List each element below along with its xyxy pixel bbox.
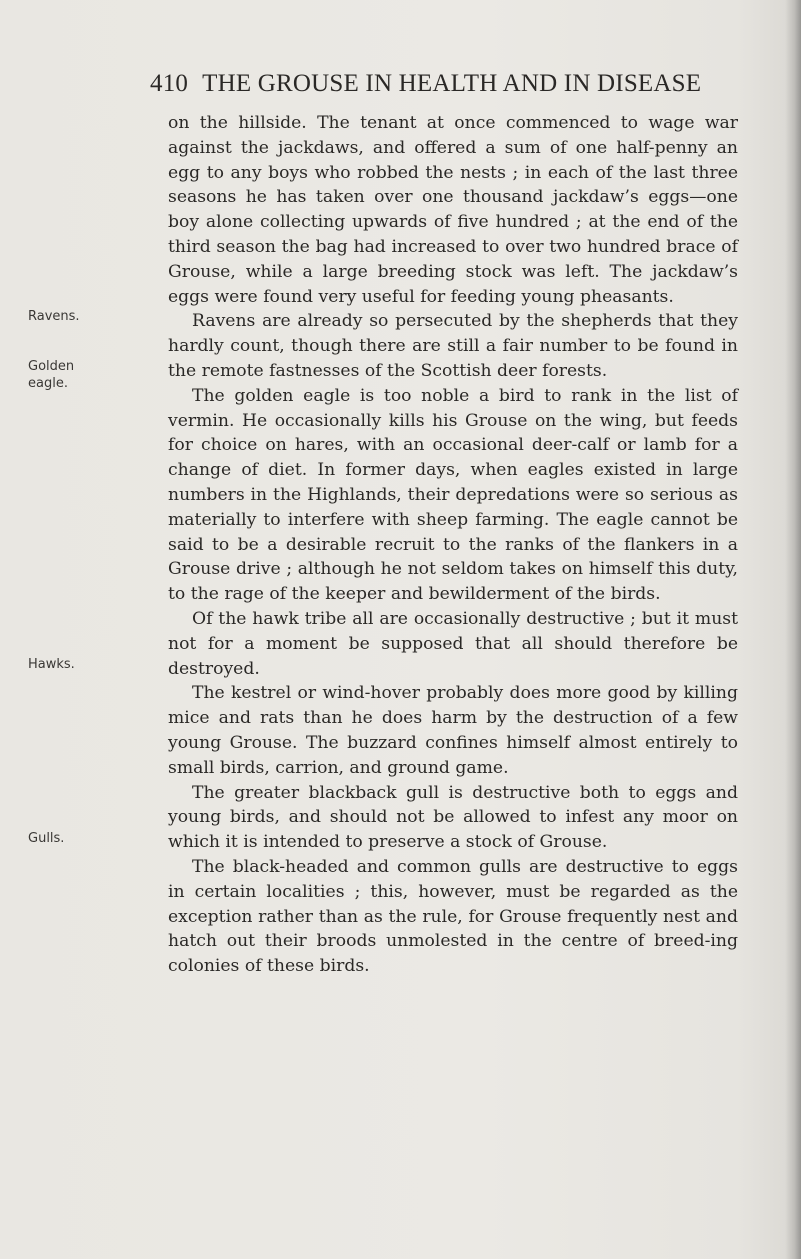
body-text xyxy=(168,111,738,979)
paragraph-kestrel: The kestrel or wind-hover probably does more good by killing mice and rats than he does harm by the destruction of a few young Grouse. The buzzard confines himself almost entirely to small birds, carrion, and ground game. xyxy=(168,683,738,778)
page-edge-shadow xyxy=(785,0,801,1259)
margin-note-gulls: Gulls. xyxy=(28,831,65,846)
margin-note-ravens: Ravens. xyxy=(28,309,80,324)
paragraph-hawks: Of the hawk tribe all are occasionally destructive ; but it must not for a moment be supposed that all should therefore be destroyed. xyxy=(168,608,738,679)
paragraph-golden-eagle: The golden eagle is too noble a bird to rank in the list of vermin. He occasionally kills his Grouse on the wing, but feeds for choice on hares, with an occasional deer-calf or lamb for a change of diet. In former days, when eagles existed in large numbers in the Highlands, their depredations were so serious as materially to interfere with sheep farming. The eagle cannot be said to be a desirable recruit to the ranks of the flankers in a Grouse drive ; although he not seldom takes on himself this duty, to the rage of the keeper and bewilderment of the birds. xyxy=(168,385,738,605)
page-number: 410 xyxy=(150,70,189,97)
paragraph-blackback-gull: The greater blackback gull is destructive both to eggs and young birds, and should not be allowed to infest any moor on which it is intended to preserve a stock of Grouse. xyxy=(168,782,738,853)
paragraph-jackdaws: on the hillside. The tenant at once commenced to wage war against the jackdaws, and offered a sum of one half-penny an egg to any boys who robbed the nests ; in each of the last three seasons he has taken over one thousand jackdaw’s eggs—one boy alone collecting upwards of five hundred ; at the end of the third season the bag had increased to over two hundred brace of Grouse, while a large breeding stock was left. The jackdaw’s eggs were found very useful for feeding young pheasants. xyxy=(168,113,738,307)
paragraph-black-headed-gull: The black-headed and common gulls are destructive to eggs in certain localities ; this, however, must be regarded as the exception rather than as the rule, for Grouse frequently nest and hatch out their broods unmolested in the centre of breed-ing colonies of these birds. xyxy=(168,856,738,977)
margin-note-golden-eagle: Golden eagle. xyxy=(28,359,75,391)
paragraph-ravens: Ravens are already so persecuted by the shepherds that they hardly count, though there are still a fair number to be found in the remote fastnesses of the Scottish deer forests. xyxy=(168,311,738,381)
running-head xyxy=(150,70,750,98)
running-title: THE GROUSE IN HEALTH AND IN DISEASE xyxy=(202,70,702,97)
margin-note-hawks: Hawks. xyxy=(28,657,75,672)
